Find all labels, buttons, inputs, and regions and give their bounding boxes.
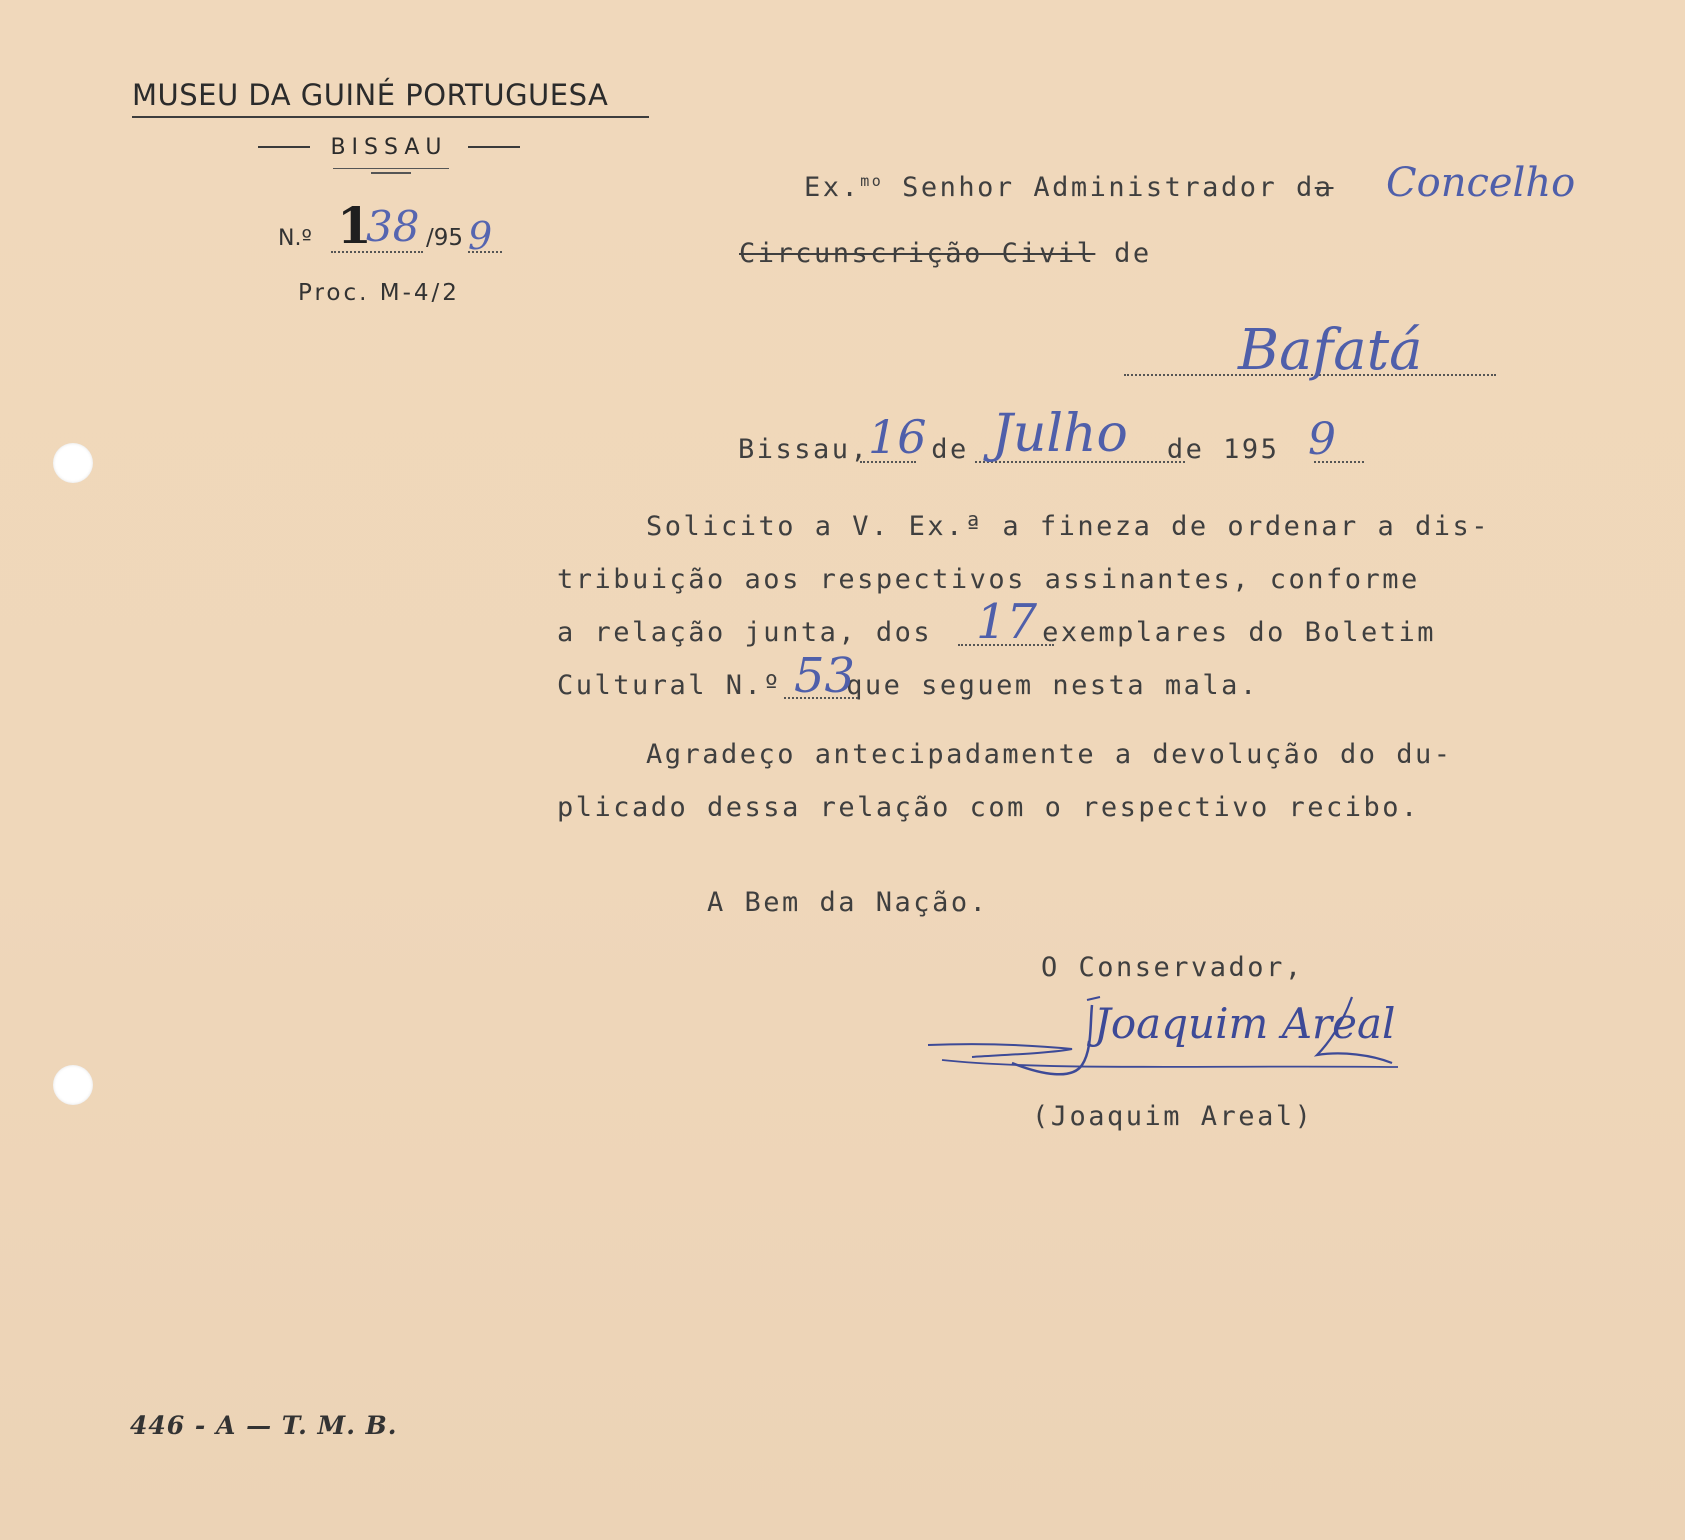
handwritten-unit: Concelho: [1386, 160, 1576, 206]
body-line-4-start: Cultural N.º: [557, 670, 783, 701]
reference-year-printed: /95: [426, 225, 464, 251]
reference-number-stamped: 1: [337, 196, 372, 255]
dateline-de-1: de: [931, 434, 969, 465]
handwritten-year-digit: 9: [1308, 414, 1336, 465]
city-dash-left: [258, 146, 310, 148]
reference-number-label: N.º: [278, 226, 312, 251]
title-underline: [132, 116, 649, 118]
form-code: 446 - A — T. M. B.: [130, 1411, 398, 1440]
signatory-role: O Conservador,: [1041, 952, 1304, 983]
city-dash-right: [468, 146, 520, 148]
closing-motto: A Bem da Nação.: [707, 887, 989, 918]
dateline-city: Bissau,: [738, 434, 870, 465]
punch-hole-top: [53, 443, 93, 483]
struck-article: a: [1314, 172, 1334, 203]
addressee-title: Senhor Administrador d: [883, 172, 1315, 203]
body-line-4-end: que seguem nesta mala.: [846, 670, 1259, 701]
process-number: Proc. M-4/2: [298, 280, 460, 306]
body-line-5: Agradeço antecipadamente a devolução do du-: [646, 739, 1453, 770]
signature: [922, 985, 1472, 1095]
reference-year-handwritten: 9: [468, 214, 493, 258]
handwritten-issue: 53: [794, 648, 856, 704]
addressee-line-1: [804, 172, 1333, 203]
body-line-4: [557, 670, 1259, 701]
handwritten-place: Bafatá: [1238, 318, 1423, 383]
reference-number-handwritten: 38: [366, 202, 420, 251]
handwritten-month: Julho: [992, 404, 1128, 464]
addressee-line-2: [739, 238, 1152, 269]
body-line-2: tribuição aos respectivos assinantes, conforme: [557, 564, 1420, 595]
punch-hole-bottom: [53, 1065, 93, 1105]
body-line-3-end: exemplares do Boletim: [1042, 617, 1436, 648]
handwritten-copies: 17: [976, 594, 1038, 650]
salutation-superscript: mo: [860, 172, 884, 190]
city-rule-short: [371, 172, 411, 174]
institution-name: MUSEU DA GUINÉ PORTUGUESA: [132, 78, 609, 112]
city-name: BISSAU: [330, 134, 448, 160]
struck-circunscricao: Circunscrição Civil: [739, 238, 1096, 269]
addressee-de: de: [1114, 238, 1152, 269]
signature-name: Joaquim Areal: [1094, 999, 1396, 1048]
city-rule: [333, 168, 449, 169]
dateline-de-2: de 195: [1166, 434, 1280, 465]
body-line-6: plicado dessa relação com o respectivo recibo.: [557, 792, 1420, 823]
salutation: Ex.: [804, 172, 861, 203]
body-line-3-start: a relação junta, dos: [557, 617, 933, 648]
signatory-name: (Joaquim Areal): [1032, 1101, 1314, 1132]
handwritten-day: 16: [868, 410, 927, 464]
body-line-1: Solicito a V. Ex.ª a fineza de ordenar a dis-: [646, 511, 1490, 542]
city-header: [258, 132, 520, 162]
